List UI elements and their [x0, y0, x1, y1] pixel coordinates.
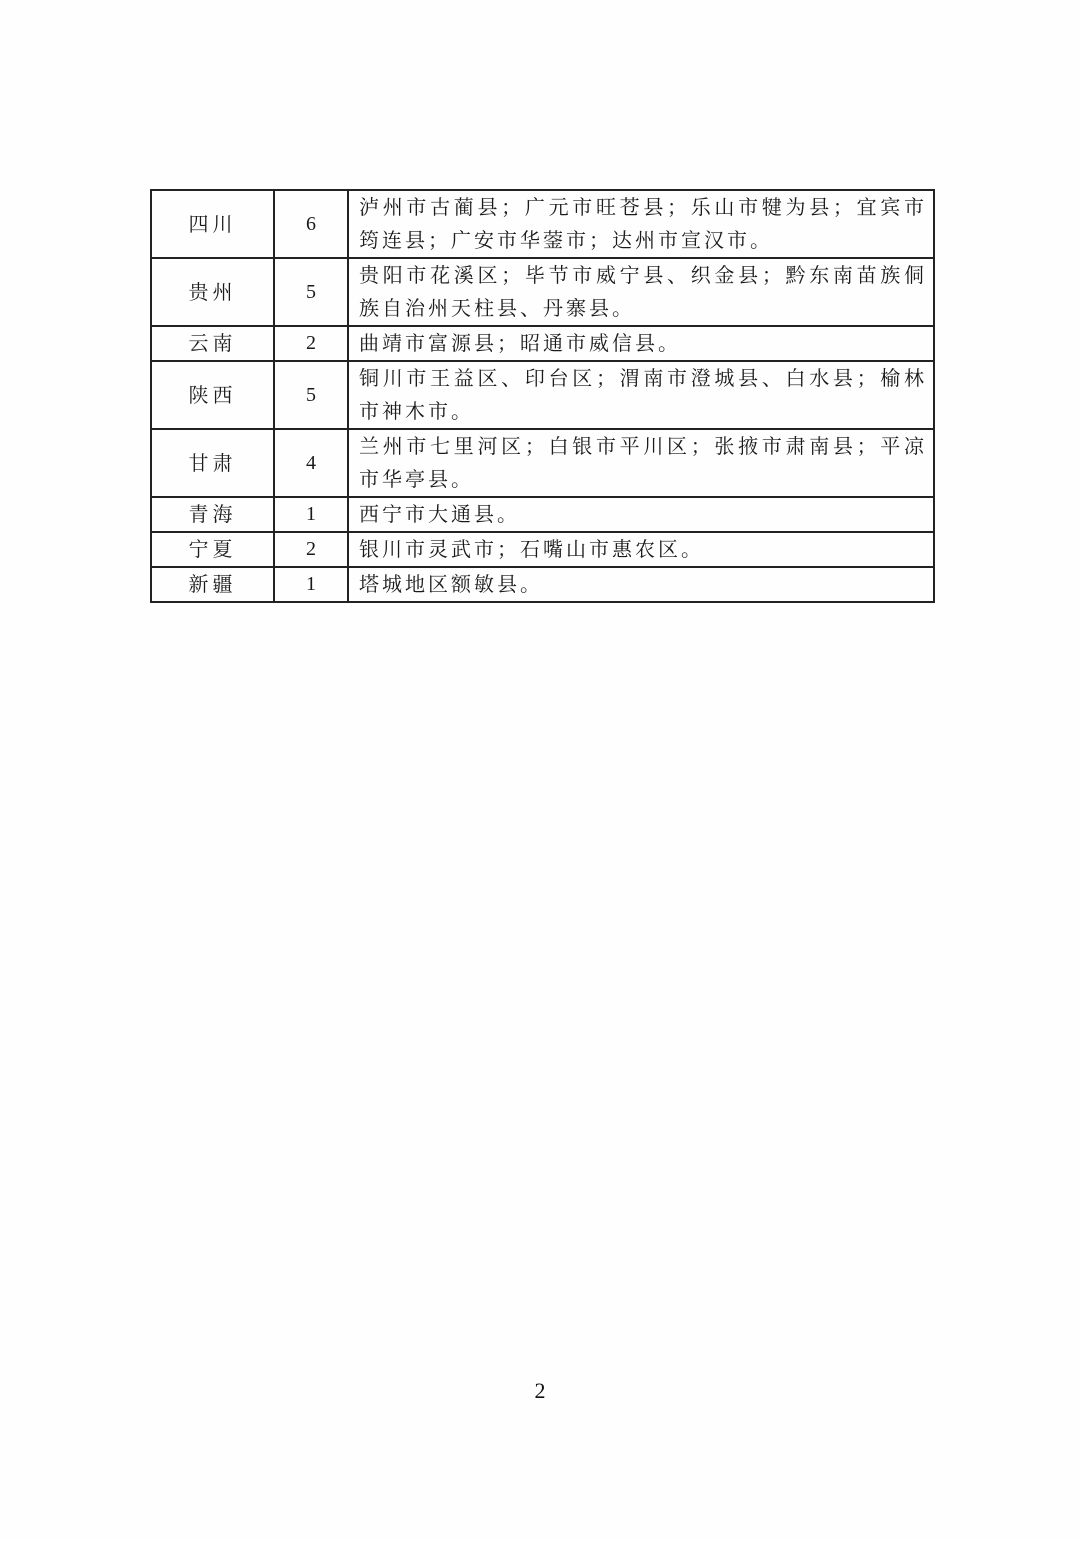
table-row — [151, 429, 934, 497]
page-number: 2 — [534, 1378, 546, 1403]
province-cell: 云南 — [151, 326, 274, 361]
counties-cell: 泸州市古蔺县；广元市旺苍县；乐山市犍为县；宜宾市筠连县；广安市华蓥市；达州市宣汉市。 — [348, 190, 934, 258]
table-row — [151, 567, 934, 602]
count-cell: 4 — [274, 429, 348, 497]
counties-cell: 塔城地区额敏县。 — [348, 567, 934, 602]
province-cell: 青海 — [151, 497, 274, 532]
province-cell: 宁夏 — [151, 532, 274, 567]
table-row — [151, 532, 934, 567]
province-cell: 贵州 — [151, 258, 274, 326]
table-row — [151, 326, 934, 361]
counties-cell: 银川市灵武市；石嘴山市惠农区。 — [348, 532, 934, 567]
table-row — [151, 258, 934, 326]
table-row — [151, 497, 934, 532]
counties-cell: 贵阳市花溪区；毕节市威宁县、织金县；黔东南苗族侗族自治州天柱县、丹寨县。 — [348, 258, 934, 326]
counties-cell: 兰州市七里河区；白银市平川区；张掖市肃南县；平凉市华亭县。 — [348, 429, 934, 497]
counties-cell: 曲靖市富源县；昭通市威信县。 — [348, 326, 934, 361]
province-cell: 甘肃 — [151, 429, 274, 497]
province-cell: 四川 — [151, 190, 274, 258]
province-cell: 新疆 — [151, 567, 274, 602]
count-cell: 2 — [274, 326, 348, 361]
counties-cell: 西宁市大通县。 — [348, 497, 934, 532]
table-row — [151, 361, 934, 429]
count-cell: 5 — [274, 361, 348, 429]
region-table — [150, 189, 935, 603]
counties-cell: 铜川市王益区、印台区；渭南市澄城县、白水县；榆林市神木市。 — [348, 361, 934, 429]
count-cell: 6 — [274, 190, 348, 258]
count-cell: 2 — [274, 532, 348, 567]
table-row — [151, 190, 934, 258]
count-cell: 1 — [274, 567, 348, 602]
province-cell: 陕西 — [151, 361, 274, 429]
count-cell: 5 — [274, 258, 348, 326]
count-cell: 1 — [274, 497, 348, 532]
